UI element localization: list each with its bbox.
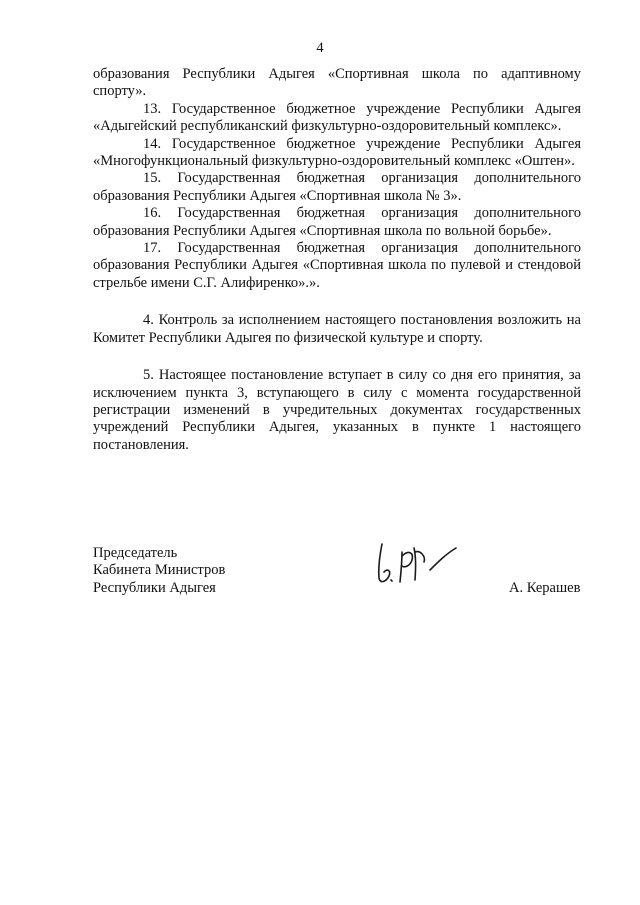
- handwritten-signature: [372, 522, 462, 592]
- list-item-16: 16. Государственная бюджетная организация дополнительного образования Республики Адыгея «Спортивная школа по вольной борьбе».: [93, 205, 581, 239]
- page-number: 4: [316, 40, 324, 56]
- signatory-title-line-3: Республики Адыгея: [93, 579, 216, 596]
- signatory-title-line-2: Кабинета Министров: [93, 562, 226, 579]
- list-item-14: 14. Государственное бюджетное учреждение Республики Адыгея «Многофункциональный физкультурно-оздоровительный комплекс «Оштен».: [93, 135, 581, 170]
- document-body: [93, 66, 581, 454]
- signatory-title-line-1: Председатель: [93, 545, 178, 561]
- clause-5: 5. Настоящее постановление вступает в силу со дня его принятия, за исключением пункта 3, вступающего в силу с момента государственной регистрации изменений в учредительных документах государственных учреждений Республики Адыгея, указанных в пункте 1 настоящего постановления.: [93, 367, 581, 453]
- list-item-15: 15. Государственная бюджетная организация дополнительного образования Республики Адыгея «Спортивная школа № 3».: [93, 170, 581, 204]
- signatory-title: [93, 545, 225, 597]
- list-continuation-line: образования Республики Адыгея «Спортивная школа по адаптивному спорту».: [93, 66, 581, 100]
- clause-4: 4. Контроль за исполнением настоящего постановления возложить на Комитет Республики Адыгея по физической культуре и спорту.: [93, 312, 581, 346]
- list-item-13: 13. Государственное бюджетное учреждение Республики Адыгея «Адыгейский республиканский физкультурно-оздоровительный комплекс».: [93, 100, 581, 135]
- list-item-17: 17. Государственная бюджетная организация дополнительного образования Республики Адыгея «Спортивная школа по пулевой и стендовой стрельбе имени С.Г. Алифиренко».».: [93, 240, 581, 291]
- signatory-name: А. Керашев: [509, 580, 581, 596]
